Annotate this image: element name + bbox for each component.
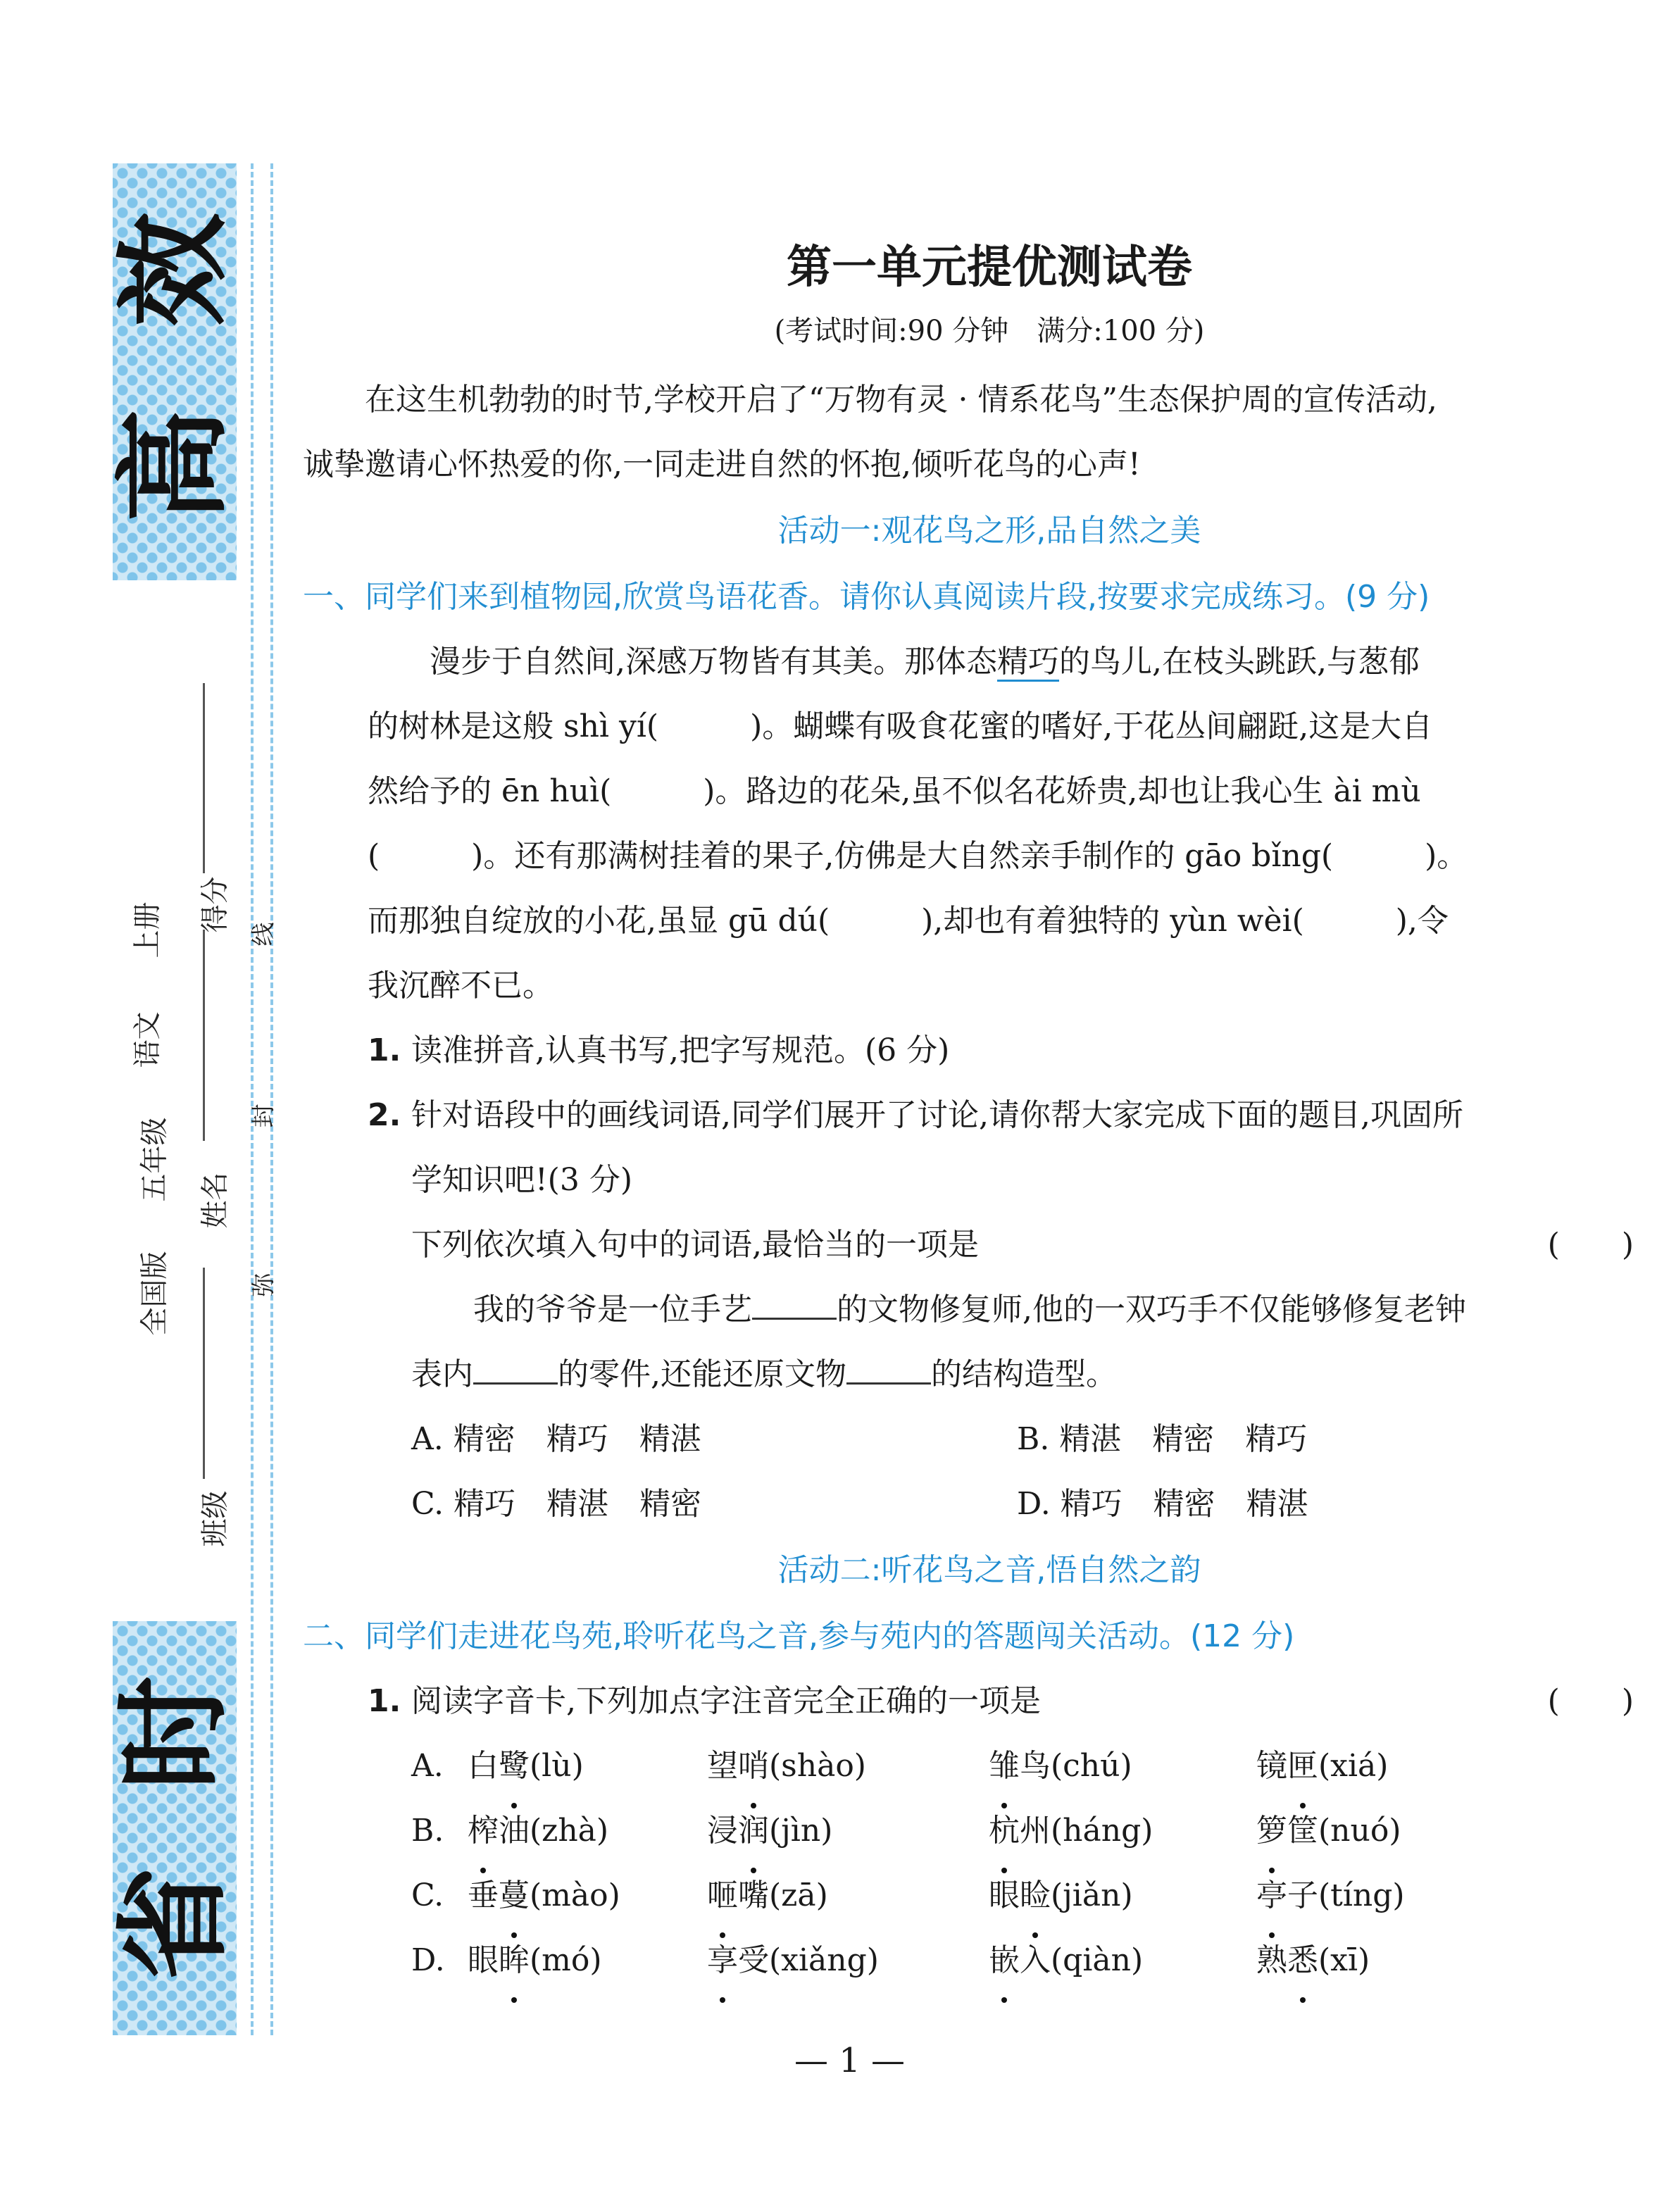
question-number: 1. (368, 1032, 401, 1068)
volume-label: 上册 (131, 901, 164, 958)
underlined-word: 精巧 (997, 644, 1059, 682)
section-heading: 一、同学们来到植物园,欣赏鸟语花香。请你认真阅读片段,按要求完成练习。(9 分) (303, 579, 1430, 615)
sentence-text: 的文物修复师,他的一双巧手不仅能够修复老钟 (837, 1292, 1466, 1327)
answer-paren[interactable]: ( ) (1547, 1683, 1634, 1719)
option-row-d[interactable] (411, 1928, 1634, 1993)
class-label: 班级 (199, 1490, 232, 1547)
word-text: (jìn) (769, 1813, 833, 1849)
banner-char: 时 (108, 1676, 241, 1790)
word-text: (shào) (769, 1748, 866, 1784)
option-b[interactable]: B. 精湛 精密 精巧 (1017, 1421, 1308, 1457)
dotted-char: 雏 (989, 1734, 1020, 1799)
option-label: C. (411, 1877, 444, 1913)
edition-label: 全国版 (138, 1251, 171, 1336)
word-text: 嘴(zā) (738, 1877, 828, 1913)
option-label: A. (411, 1748, 444, 1784)
word-text: 望 (707, 1748, 738, 1784)
dotted-char: 嵌 (989, 1928, 1020, 1993)
word-item (707, 1928, 989, 1993)
word-text: 子(tíng) (1287, 1877, 1405, 1913)
option-row-c[interactable] (411, 1863, 1634, 1928)
banner-top (108, 163, 241, 580)
question-number: 2. (368, 1097, 401, 1133)
passage-text: ),令 (1395, 903, 1449, 939)
option-row-a[interactable] (411, 1734, 1634, 1799)
sentence-text: 的零件,还能还原文物 (558, 1356, 846, 1392)
word-text: (mào) (530, 1877, 620, 1913)
word-item (707, 1863, 989, 1928)
fill-sentence (303, 1277, 1634, 1407)
word-item (468, 1928, 707, 1993)
word-item (1256, 1928, 1510, 1993)
section-heading: 二、同学们走进花鸟苑,聆听花鸟之音,参与苑内的答题闯关活动。(12 分) (303, 1618, 1295, 1654)
question-1 (303, 1669, 1634, 1734)
word-text: 熟 (1256, 1942, 1287, 1978)
dotted-char: 悉 (1287, 1928, 1318, 1993)
passage-text: ( (368, 838, 380, 874)
word-item (707, 1799, 989, 1863)
option-row-b[interactable] (411, 1799, 1634, 1863)
activity-heading: 活动一:观花鸟之形,品自然之美 (777, 513, 1201, 549)
passage-text: )。 (1425, 838, 1468, 874)
word-item (468, 1799, 707, 1863)
fill-blank[interactable] (752, 1287, 837, 1320)
word-text: 眼 (468, 1942, 499, 1978)
passage-text: )。还有那满树挂着的果子,仿佛是大自然亲手制作的 gāo bǐng( (471, 838, 1334, 874)
word-item (989, 1928, 1256, 1993)
name-field[interactable] (203, 930, 205, 1141)
pronunciation-options (303, 1734, 1634, 1993)
word-item (707, 1734, 989, 1799)
word-text: 入(qiàn) (1020, 1942, 1144, 1978)
word-item (1256, 1734, 1510, 1799)
seal-mark: 弥 (249, 1273, 278, 1297)
word-text: 垂 (468, 1877, 499, 1913)
passage (303, 630, 1634, 1018)
fill-blank[interactable] (846, 1351, 931, 1385)
word-text: 州(háng) (1020, 1813, 1153, 1849)
passage-text: ),却也有着独特的 yùn wèi( (921, 903, 1304, 939)
binding-line (270, 163, 273, 2035)
option-d[interactable]: D. 精巧 精密 精湛 (1017, 1486, 1308, 1522)
name-label: 姓名 (199, 1172, 232, 1229)
exam-content (303, 232, 1634, 1993)
word-item (468, 1863, 707, 1928)
exam-info: (考试时间:90 分钟 满分:100 分) (774, 315, 1205, 347)
page-title: 第一单元提优测试卷 (787, 242, 1192, 294)
word-text: 白 (468, 1748, 499, 1784)
banner-bottom (108, 1621, 241, 2035)
sentence-text: 的结构造型。 (931, 1356, 1117, 1392)
word-text: 镜 (1256, 1748, 1287, 1784)
dotted-char: 享 (707, 1928, 738, 1993)
question-1 (303, 1018, 1634, 1083)
word-text: (mó) (530, 1942, 602, 1978)
class-field[interactable] (203, 1268, 205, 1479)
word-item (989, 1863, 1256, 1928)
banner-char: 高 (108, 408, 241, 523)
dotted-char: 润 (738, 1799, 769, 1863)
dotted-char: 眸 (499, 1928, 530, 1993)
page-number: — 1 — (794, 2041, 906, 2080)
prompt-text: 下列依次填入句中的词语,最恰当的一项是 (411, 1227, 979, 1263)
dotted-char: 亭 (1256, 1863, 1287, 1928)
intro-line: 在这生机勃勃的时节,学校开启了“万物有灵 · 情系花鸟”生态保护周的宣传活动, (365, 382, 1437, 418)
option-label: D. (411, 1942, 445, 1978)
seal-mark: 线 (249, 922, 278, 946)
passage-text: 然给予的 ēn huì( (368, 773, 612, 809)
word-text: 浸 (707, 1813, 738, 1849)
word-text: (jiǎn) (1051, 1877, 1133, 1913)
word-text: 筐(nuó) (1287, 1813, 1401, 1849)
passage-text: )。蝴蝶有吸食花蜜的嗜好,于花丛间翩跹,这是大自 (750, 708, 1433, 744)
question-2 (303, 1083, 1634, 1213)
dotted-char: 鹭 (499, 1734, 530, 1799)
dotted-char: 箩 (1256, 1799, 1287, 1863)
dotted-char: 睑 (1020, 1863, 1051, 1928)
question-text: 阅读字音卡,下列加点字注音完全正确的一项是 (411, 1683, 1041, 1719)
fill-blank[interactable] (473, 1351, 558, 1385)
dotted-char: 哨 (738, 1734, 769, 1799)
options (303, 1407, 1634, 1537)
answer-paren[interactable]: ( ) (1547, 1227, 1634, 1263)
sentence-text: 表内 (411, 1356, 473, 1392)
dotted-char: 咂 (707, 1863, 738, 1928)
passage-text: 的鸟儿,在枝头跳跃,与葱郁 (1059, 644, 1420, 680)
banner-char: 省 (108, 1866, 241, 1980)
activity-heading: 活动二:听花鸟之音,悟自然之韵 (777, 1552, 1201, 1588)
word-text: 油(zhà) (499, 1813, 609, 1849)
word-text: 眼 (989, 1877, 1020, 1913)
word-item (1256, 1863, 1510, 1928)
grade-label: 五年级 (138, 1117, 171, 1202)
option-a[interactable]: A. 精密 精巧 精湛 (411, 1421, 701, 1457)
word-item (1256, 1799, 1510, 1863)
score-field[interactable] (203, 683, 205, 873)
passage-text: 我沉醉不已。 (368, 968, 554, 1004)
option-label: B. (411, 1813, 444, 1849)
binding-line (251, 163, 254, 2035)
passage-text: 的树林是这般 shì yí( (368, 708, 659, 744)
dotted-char: 蔓 (499, 1863, 530, 1928)
word-text: 受(xiǎng) (738, 1942, 879, 1978)
sentence-text: 我的爷爷是一位手艺 (473, 1292, 752, 1327)
question-prompt (303, 1213, 1634, 1277)
question-text: 读准拼音,认真书写,把字写规范。(6 分) (411, 1032, 950, 1068)
word-text: (xiá) (1318, 1748, 1389, 1784)
passage-text: 而那独自绽放的小花,虽显 gū dú( (368, 903, 830, 939)
word-item (989, 1799, 1256, 1863)
question-text: 学知识吧!(3 分) (411, 1162, 632, 1198)
word-text: 鸟(chú) (1020, 1748, 1132, 1784)
score-label: 得分 (199, 876, 232, 933)
question-number: 1. (368, 1683, 401, 1719)
dotted-char: 榨 (468, 1799, 499, 1863)
intro-line: 诚挚邀请心怀热爱的你,一同走进自然的怀抱,倾听花鸟的心声! (303, 446, 1141, 482)
word-text: (lù) (530, 1748, 584, 1784)
seal-mark: 封 (249, 1104, 278, 1128)
word-item (468, 1734, 707, 1799)
option-c[interactable]: C. 精巧 精湛 精密 (411, 1486, 702, 1522)
dotted-char: 匣 (1287, 1734, 1318, 1799)
passage-text: 漫步于自然间,深感万物皆有其美。那体态 (430, 644, 997, 680)
subject-label: 语文 (131, 1011, 164, 1068)
word-text: (xī) (1318, 1942, 1370, 1978)
passage-text: )。路边的花朵,虽不似名花娇贵,却也让我心生 ài mù (703, 773, 1421, 809)
dotted-char: 杭 (989, 1799, 1020, 1863)
word-item (989, 1734, 1256, 1799)
banner-char: 效 (108, 213, 241, 327)
question-text: 针对语段中的画线词语,同学们展开了讨论,请你帮大家完成下面的题目,巩固所 (411, 1097, 1463, 1133)
